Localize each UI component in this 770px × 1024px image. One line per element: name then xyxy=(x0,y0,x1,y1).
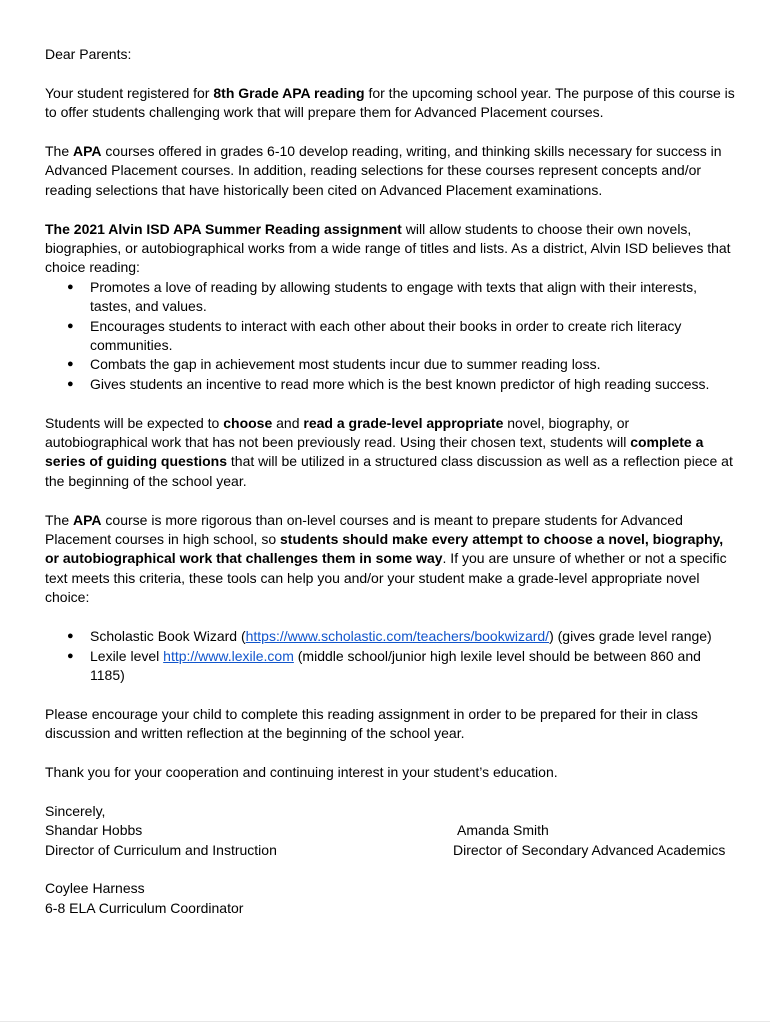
signature-titles-row xyxy=(45,841,735,860)
text: ) (gives grade level range) xyxy=(549,628,712,645)
closing: Sincerely, xyxy=(45,802,106,819)
text: Lexile level xyxy=(90,647,164,664)
list-item-scholastic xyxy=(45,627,735,646)
text: Students will be expected to xyxy=(45,414,224,431)
lexile-link[interactable]: http://www.lexile.com xyxy=(163,647,294,664)
emphasis: choose xyxy=(223,414,273,431)
apa-term: APA xyxy=(73,511,102,528)
summer-reading-intro xyxy=(45,220,735,278)
list-item: ● Promotes a love of reading by allowing students to engage with texts that align with their interests, tastes, and values. xyxy=(45,278,735,317)
text: novel, biography, or autobiographical work that has not been previously read. Using their chosen text, students will xyxy=(45,414,631,451)
text: . If you are unsure of whether or not a specific text meets this criteria, these tools can help you and/or your student make a grade-level appropriate novel choice: xyxy=(45,550,727,606)
signer-name-left: Shandar Hobbs xyxy=(45,822,143,839)
signature-names-row xyxy=(45,821,735,840)
benefits-list xyxy=(45,278,735,394)
text: Scholastic Book Wizard ( xyxy=(90,628,246,645)
text: and xyxy=(272,414,304,431)
paragraph-encourage: Please encourage your child to complete this reading assignment in order to be prepared for their in class discussion and written reflection at the beginning of the school year. xyxy=(45,705,698,742)
paragraph-rigor xyxy=(45,511,735,608)
text: The xyxy=(45,143,74,159)
text: course is more rigorous than on-level courses and is meant to prepare students for Advanced Placement courses in high school, so xyxy=(45,511,683,548)
list-item-lexile xyxy=(45,647,735,686)
text: (middle school/junior high lexile level should be between 860 and 1185) xyxy=(90,647,701,683)
paragraph-course-intro xyxy=(45,84,735,123)
apa-term: APA xyxy=(73,143,102,159)
text: will allow students to choose their own novels, biographies, or autobiographical works from a wide range of titles and lists. As a district, Alvin ISD believes that choice reading: xyxy=(45,220,731,276)
text: courses offered in grades 6-10 develop reading, writing, and thinking skills necessary for success in Advanced Placement courses. In addition, reading selections for these courses represent concepts and/or reading selections that have historically been cited on Advanced Placement examinations. xyxy=(45,143,722,198)
assignment-name: The 2021 Alvin ISD APA Summer Reading assignment xyxy=(45,220,402,237)
list-item: ● Gives students an incentive to read more which is the best known predictor of high reading success. xyxy=(45,375,735,394)
list-item: ● Encourages students to interact with each other about their books in order to create rich literacy communities. xyxy=(45,317,735,356)
text: The xyxy=(45,511,74,528)
text: Your student registered for xyxy=(45,84,214,101)
tools-list xyxy=(45,627,735,685)
scholastic-link[interactable]: https://www.scholastic.com/teachers/bookwizard/ xyxy=(245,628,550,645)
text: that will be utilized in a structured class discussion as well as a reflection piece at the beginning of the school year. xyxy=(45,453,733,489)
course-name: 8th Grade APA reading xyxy=(213,84,365,101)
emphasis: read a grade-level appropriate xyxy=(303,414,504,431)
emphasis: students should make every attempt to choose a novel, biography, or autobiographical work that challenges them in some way xyxy=(45,531,724,567)
list-item: ● Combats the gap in achievement most students incur due to summer reading loss. xyxy=(45,355,735,374)
signer-name-right: Amanda Smith xyxy=(457,822,549,839)
paragraph-expectations xyxy=(45,414,735,492)
signer-title-left: Director of Curriculum and Instruction xyxy=(45,841,277,858)
signer-title-third: 6-8 ELA Curriculum Coordinator xyxy=(45,899,244,916)
paragraph-summer-reading xyxy=(45,220,735,395)
paragraph-thanks: Thank you for your cooperation and continuing interest in your student’s education. xyxy=(45,763,558,780)
text: for the upcoming school year. The purpose of this course is to offer students challenging work that will prepare them for Advanced Placement courses. xyxy=(45,84,735,121)
letter-body xyxy=(45,45,735,918)
paragraph-apa-courses xyxy=(45,142,735,200)
page-bottom-divider xyxy=(0,1021,770,1022)
greeting: Dear Parents: xyxy=(45,46,132,62)
signer-name-third: Coylee Harness xyxy=(45,880,145,897)
emphasis: complete a series of guiding questions xyxy=(45,434,704,470)
signer-title-right: Director of Secondary Advanced Academics xyxy=(453,841,726,858)
